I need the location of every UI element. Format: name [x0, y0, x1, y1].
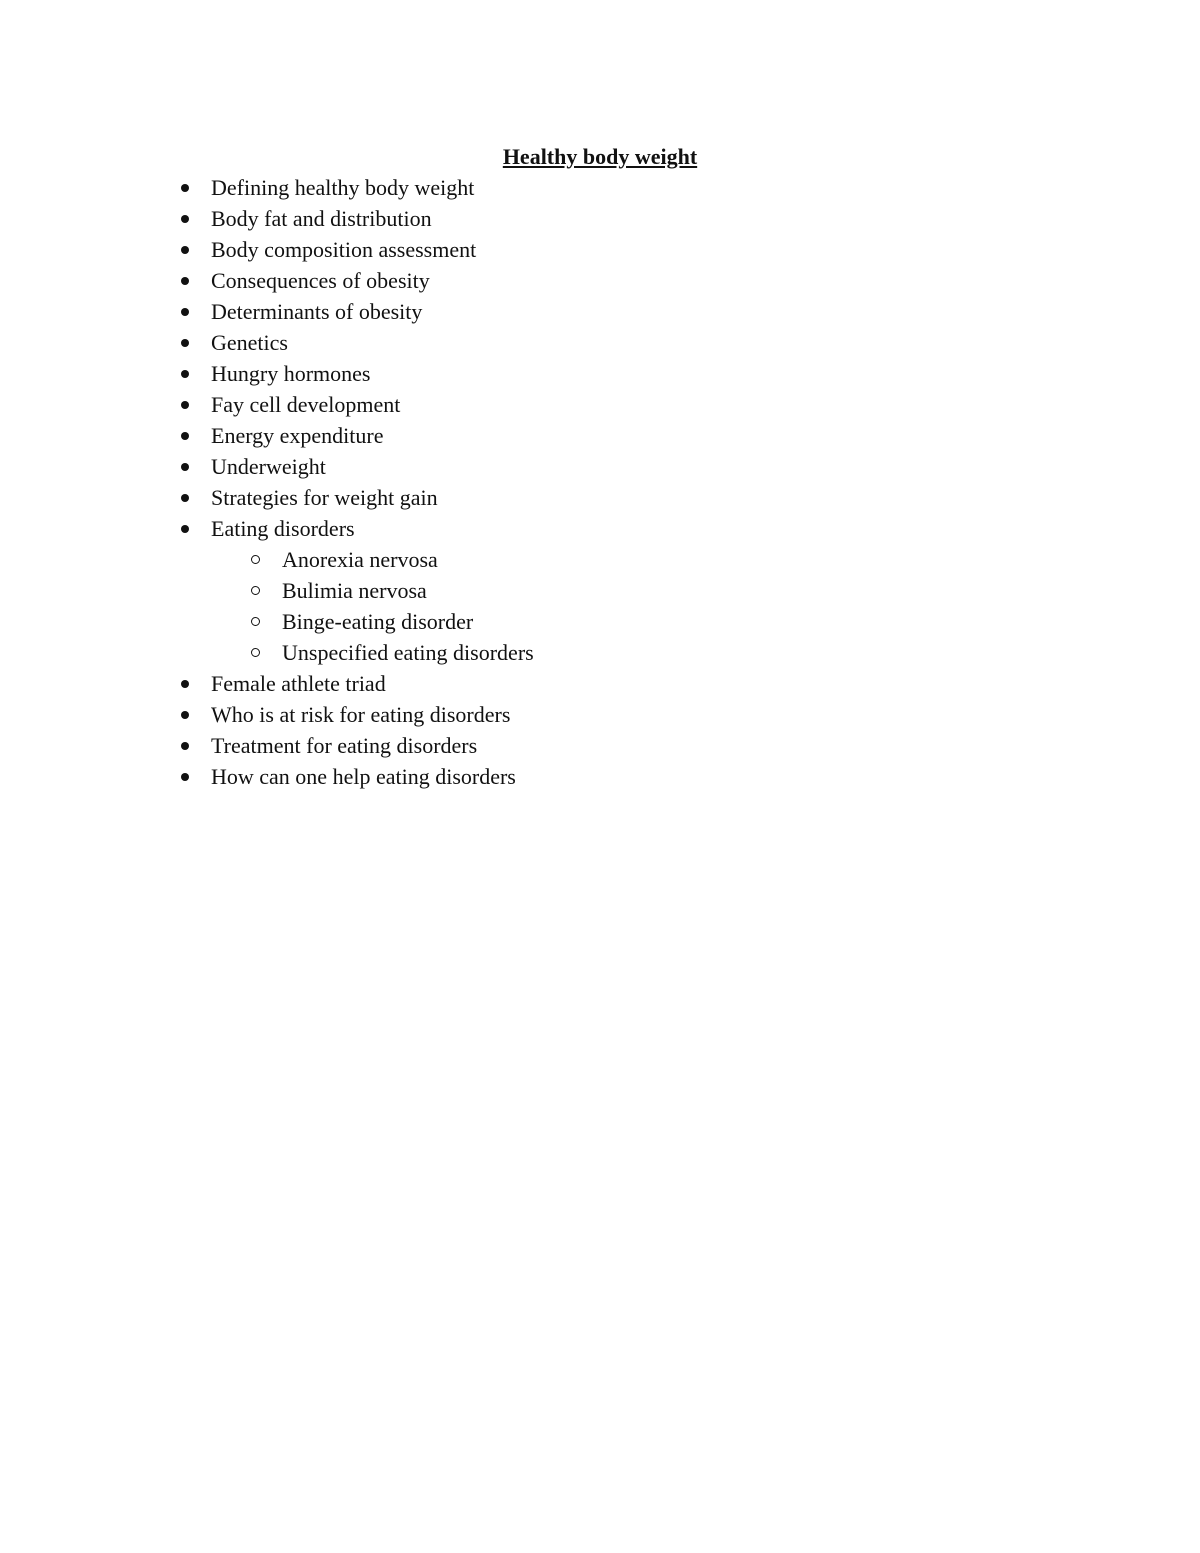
list-item-label: Strategies for weight gain: [211, 485, 438, 510]
list-item-label: Underweight: [211, 454, 326, 479]
sub-list-item-label: Binge-eating disorder: [282, 609, 474, 634]
list-item-label: Treatment for eating disorders: [211, 733, 478, 758]
bullet-icon: [181, 494, 189, 502]
list-item-label: Genetics: [211, 330, 288, 355]
list-item-label: Determinants of obesity: [211, 299, 423, 324]
bullet-icon: [181, 401, 189, 409]
bullet-icon: [181, 246, 189, 254]
sub-list-item-label: Anorexia nervosa: [282, 547, 438, 572]
list-item-label: Fay cell development: [211, 392, 401, 417]
bullet-icon: [181, 525, 189, 533]
bullet-icon: [181, 308, 189, 316]
list-item-label: How can one help eating disorders: [211, 764, 516, 789]
list-item-label: Hungry hormones: [211, 361, 371, 386]
bullet-icon: [181, 277, 189, 285]
list-item-label: Defining healthy body weight: [211, 175, 475, 200]
bullet-icon: [181, 432, 189, 440]
list-item-label: Who is at risk for eating disorders: [211, 702, 511, 727]
hollow-bullet-icon: [251, 648, 260, 657]
list-item-label: Eating disorders: [211, 516, 355, 541]
bullet-icon: [181, 184, 189, 192]
bullet-icon: [181, 711, 189, 719]
hollow-bullet-icon: [251, 555, 260, 564]
sub-list-item-label: Unspecified eating disorders: [282, 640, 534, 665]
list-item-label: Energy expenditure: [211, 423, 384, 448]
hollow-bullet-icon: [251, 617, 260, 626]
bullet-icon: [181, 339, 189, 347]
hollow-bullet-icon: [251, 586, 260, 595]
bullet-icon: [181, 370, 189, 378]
bullet-icon: [181, 680, 189, 688]
list-item-label: Female athlete triad: [211, 671, 386, 696]
list-item-label: Body composition assessment: [211, 237, 477, 262]
bullet-icon: [181, 773, 189, 781]
sub-list-item-label: Bulimia nervosa: [282, 578, 427, 603]
bullet-icon: [181, 463, 189, 471]
list-item-label: Consequences of obesity: [211, 268, 430, 293]
document-title: Healthy body weight: [502, 144, 698, 169]
bullet-icon: [181, 215, 189, 223]
list-item-label: Body fat and distribution: [211, 206, 432, 231]
bullet-icon: [181, 742, 189, 750]
